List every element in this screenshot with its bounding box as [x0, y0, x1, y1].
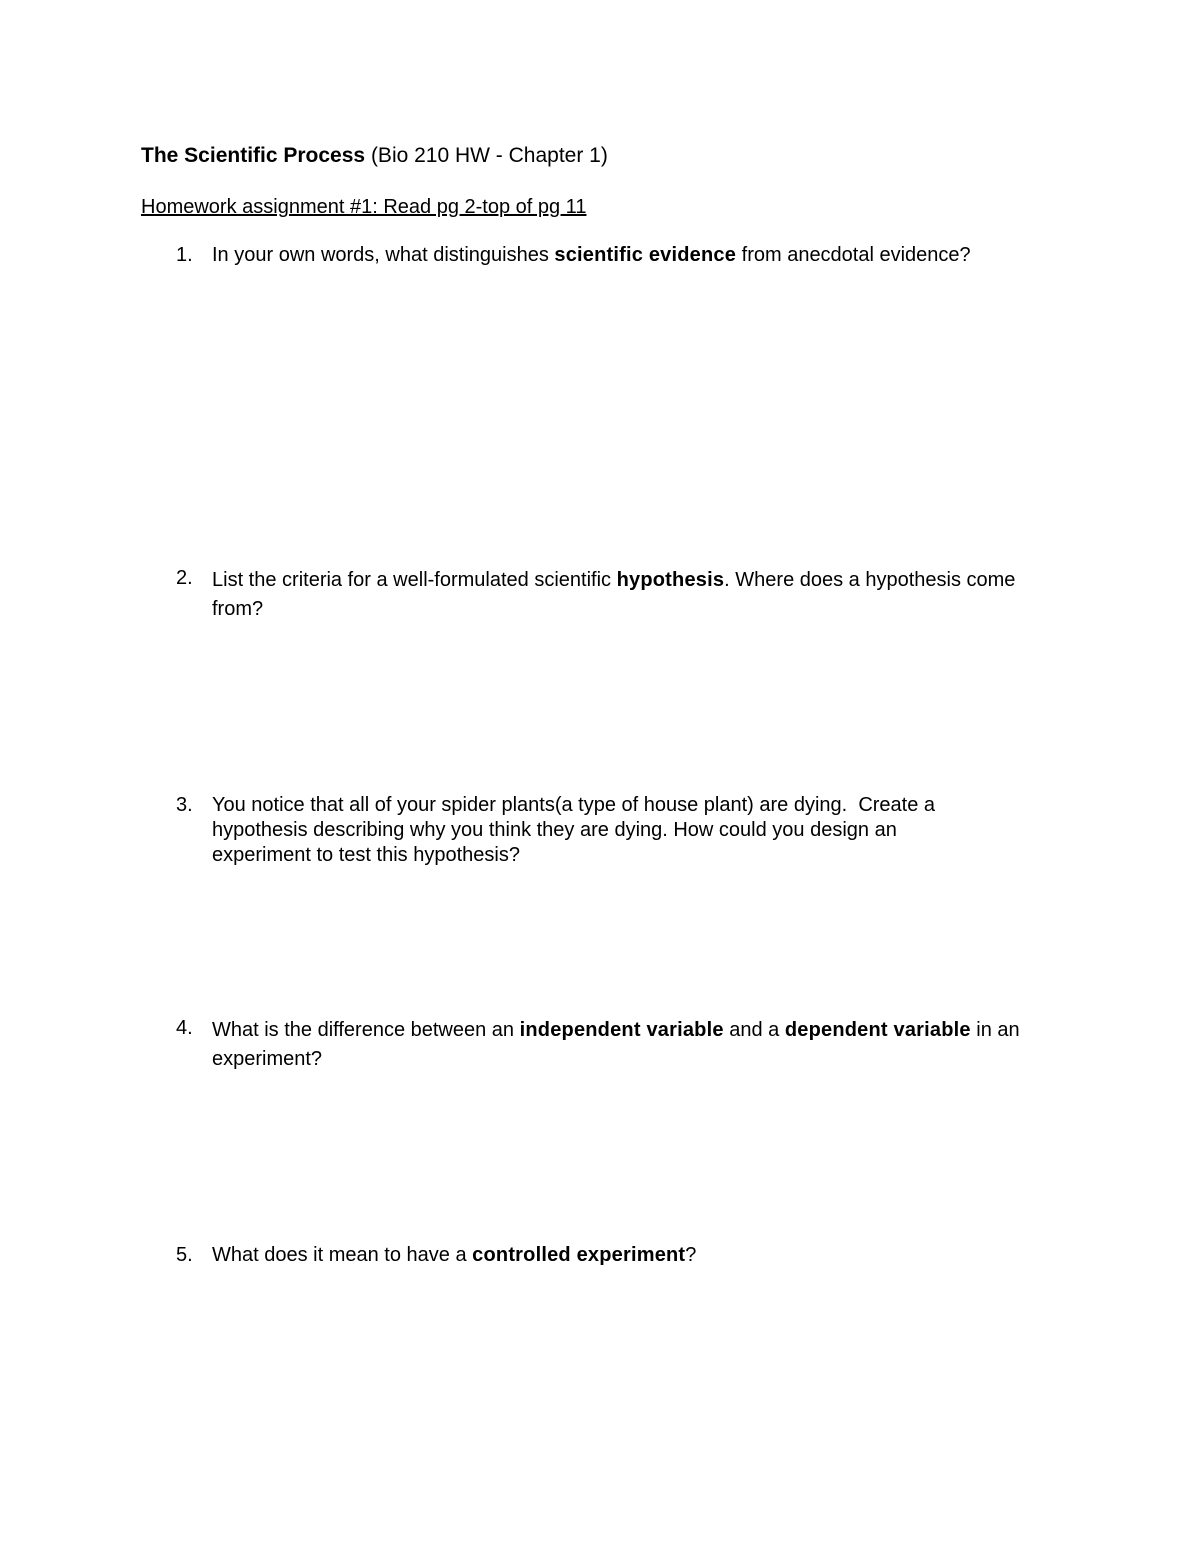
assignment-heading: Homework assignment #1: Read pg 2-top of pg 11: [141, 196, 587, 218]
text-part: What is the difference between an: [212, 1019, 520, 1041]
text-part: in an experiment?: [212, 1019, 1020, 1070]
question-text: [212, 566, 1056, 624]
key-term: controlled experiment: [472, 1244, 686, 1266]
question-5: [176, 1243, 1056, 1268]
title-main: The Scientific Process: [141, 144, 366, 167]
question-number: 2.: [176, 567, 193, 589]
text-part: and a: [723, 1019, 785, 1041]
page-title: [141, 142, 608, 170]
question-number: 4.: [176, 1017, 193, 1039]
question-text: [212, 1016, 1056, 1074]
text-part: ?: [685, 1244, 697, 1266]
title-sub: (Bio 210 HW - Chapter 1): [370, 144, 608, 167]
key-term: scientific evidence: [554, 244, 737, 266]
text-part: . Where does a hypothesis come from?: [212, 569, 1016, 620]
text-part: List the criteria for a well-formulated scientific: [212, 569, 617, 591]
key-term: independent variable: [519, 1019, 724, 1041]
question-text: [212, 1243, 1056, 1268]
question-number: 5.: [176, 1244, 193, 1266]
text-line: experiment to test this hypothesis?: [212, 844, 520, 866]
text-line: You notice that all of your spider plants(a type of house plant) are dying. Create a: [212, 794, 936, 816]
key-term: dependent variable: [784, 1019, 971, 1041]
text-line: hypothesis describing why you think they are dying. How could you design an: [212, 819, 897, 841]
question-number: 1.: [176, 244, 193, 266]
key-term: hypothesis: [616, 569, 725, 591]
text-part: What does it mean to have a: [212, 1244, 473, 1266]
question-number: 3.: [176, 794, 193, 816]
question-1: [176, 243, 1056, 268]
question-4: [176, 1016, 1056, 1074]
text-part: from anecdotal evidence?: [736, 244, 971, 266]
question-2: [176, 566, 1056, 624]
question-text: [212, 793, 1056, 868]
question-text: [212, 243, 1056, 268]
question-3: [176, 793, 1056, 868]
text-part: In your own words, what distinguishes: [212, 244, 555, 266]
